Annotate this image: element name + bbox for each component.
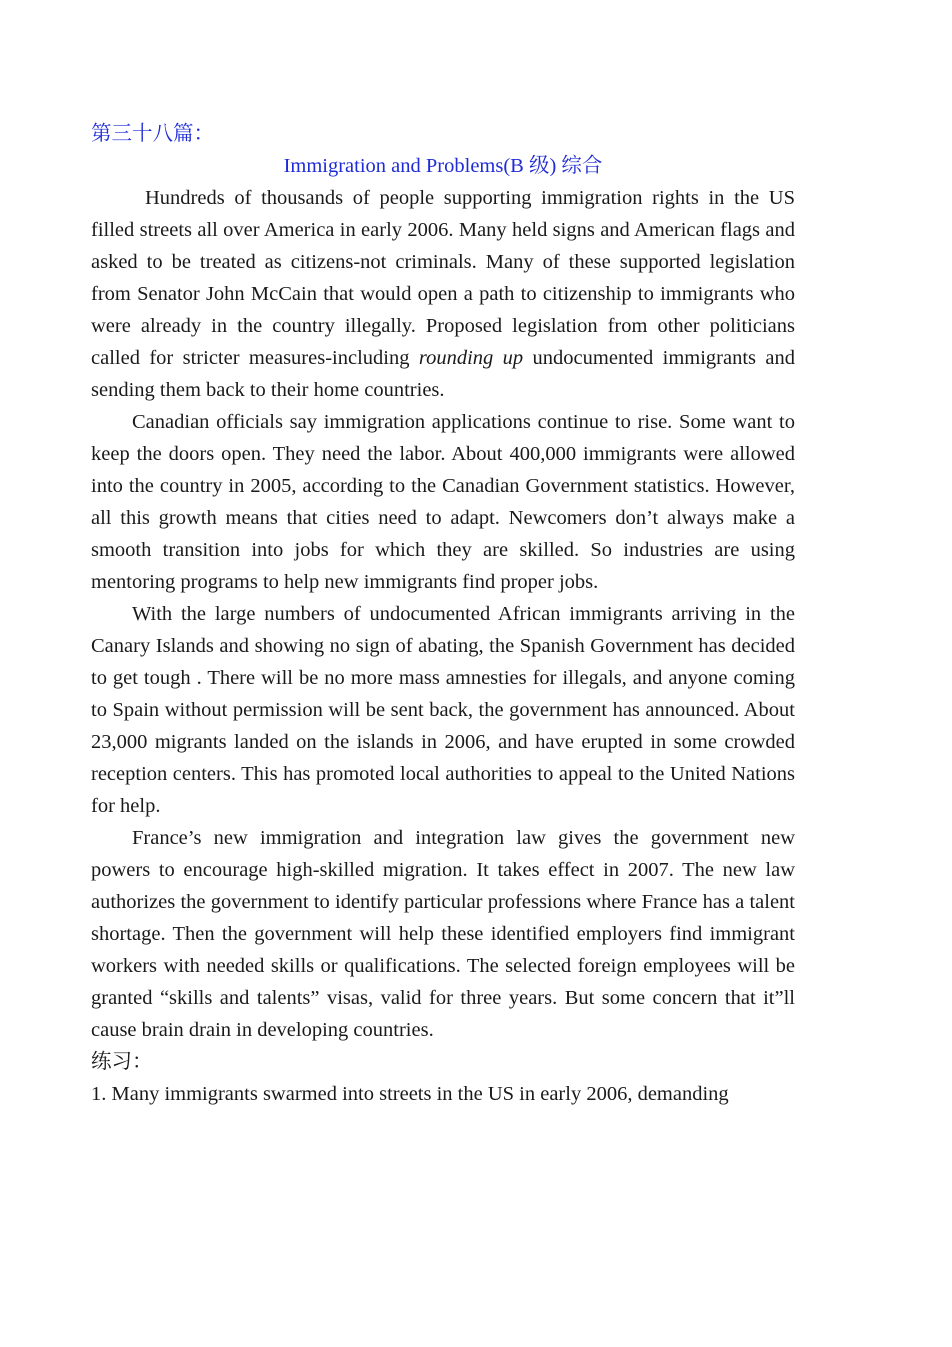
exercise-question-1: 1. Many immigrants swarmed into streets in the US in early 2006, demanding bbox=[91, 1083, 729, 1105]
paragraph-1-text-b: undocumented immigrants and sending them back to their home countries. bbox=[91, 347, 796, 401]
section-heading: 第三十八篇： bbox=[91, 123, 214, 145]
paragraph-2: Canadian officials say immigration applications continue to rise. Some want to keep the doors open. They need the labor. About 400,000 immigrants were allowed into the country in 2005, according to the Canadian Government statistics. However, all this growth means that cities need to adapt. Newcomers don’t always make a smooth transition into jobs for which they are skilled. So industries are using mentoring programs to help new immigrants find proper jobs. bbox=[91, 411, 795, 593]
paragraph-4: France’s new immigration and integration law gives the government new powers to encourage high-skilled migration. It takes effect in 2007. The new law authorizes the government to identify particular professions where France has a talent shortage. Then the government will help these identified employers find immigrant workers with needed skills or qualifications. The selected foreign employees will be granted “skills and talents” visas, valid for three years. But some concern that it”ll cause brain drain in developing countries. bbox=[91, 827, 795, 1041]
paragraph-1-emphasis: rounding up bbox=[418, 347, 524, 369]
paragraph-1 bbox=[91, 182, 795, 406]
article-title: Immigration and Problems(B 级) 综合 bbox=[283, 155, 603, 177]
paragraph-1-text-a: Hundreds of thousands of people supporting immigration rights in the US filled streets all over America in early 2006. Many held signs and American flags and asked to be treated as citizens-not criminals. Many of these supported legislation from Senator John McCain that would open a path to citizenship to immigrants who were already in the country illegally. Proposed legislation from other politicians called for stricter measures-including bbox=[91, 187, 795, 369]
exercise-label: 练习： bbox=[91, 1051, 153, 1073]
paragraph-3: With the large numbers of undocumented African immigrants arriving in the Canary Islands and showing no sign of abating, the Spanish Government has decided to get tough . There will be no more mass amnesties for illegals, and anyone coming to Spain without permission will be sent back, the government has announced. About 23,000 migrants landed on the islands in 2006, and have erupted in some crowded reception centers. This has promoted local authorities to appeal to the United Nations for help. bbox=[91, 603, 795, 817]
document-page bbox=[91, 118, 795, 1110]
